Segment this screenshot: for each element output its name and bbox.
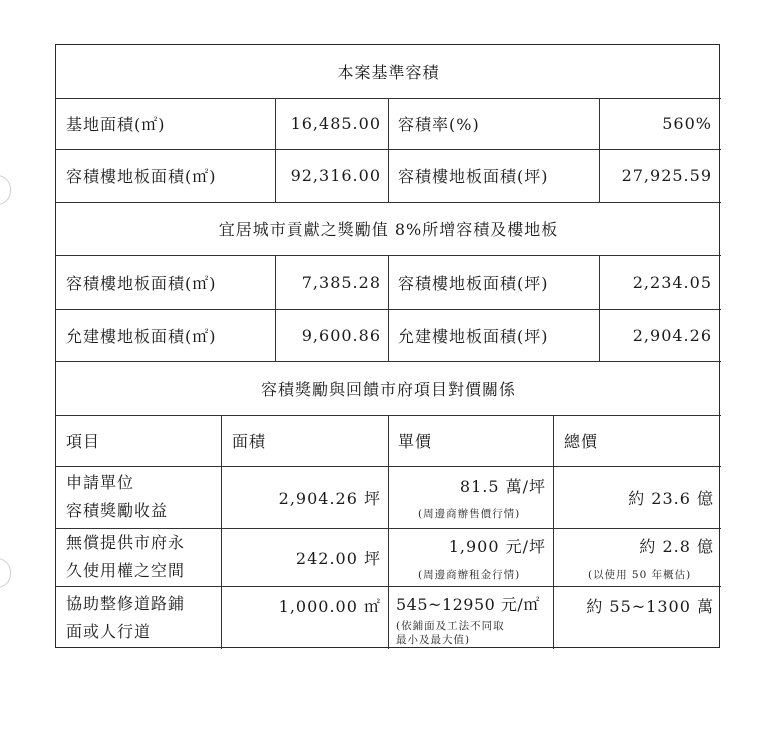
document-table	[55, 44, 720, 648]
item-name-line: 容積獎勵收益	[66, 501, 169, 520]
section-title-consideration: 容積獎勵與回饋市府項目對價關係	[260, 379, 516, 399]
allowed-floor-area-sqm-value: 9,600.86	[301, 325, 381, 345]
item-name-line: 協助整修道路鋪	[66, 593, 186, 613]
item-unit-price-note: (依鋪面及工法不同取	[396, 620, 505, 632]
item-unit-price: 81.5 萬/坪	[459, 476, 546, 496]
far-label: 容積率(%)	[398, 115, 480, 134]
binding-hole-mark	[0, 558, 11, 588]
col-header-item: 項目	[66, 432, 101, 451]
item-name-line: 面或人行道	[66, 621, 152, 641]
item-name	[66, 586, 216, 649]
bonus-floor-area-ping-value: 2,234.05	[632, 272, 712, 292]
item-area: 2,904.26 坪	[278, 488, 381, 508]
floor-area-sqm-value: 92,316.00	[290, 166, 381, 185]
item-name-line: 申請單位	[66, 473, 135, 492]
item-unit-price-note: (周邊商辦售價行情)	[418, 508, 521, 520]
col-header-unit-price: 單價	[398, 432, 433, 451]
item-total: 約 2.8 億	[639, 536, 714, 556]
far-value: 560%	[662, 114, 712, 133]
item-total-note: (以使用 50 年概估)	[588, 569, 692, 581]
item-unit-price-note: (周邊商辦租金行情)	[418, 569, 521, 581]
allowed-floor-area-sqm-label: 允建樓地板面積(㎡)	[66, 326, 217, 346]
item-total: 約 23.6 億	[628, 488, 714, 508]
allowed-floor-area-ping-value: 2,904.26	[632, 325, 712, 345]
section-title-base-volume: 本案基準容積	[337, 63, 440, 82]
bonus-floor-area-sqm-value: 7,385.28	[301, 272, 381, 292]
col-header-area: 面積	[232, 432, 267, 451]
item-total: 約 55~1300 萬	[586, 596, 714, 616]
site-area-label: 基地面積(㎡)	[66, 115, 166, 134]
section-title-bonus: 宜居城市貢獻之獎勵值 8%所增容積及樓地板	[218, 220, 559, 239]
col-divider	[388, 255, 389, 361]
binding-hole-mark	[0, 175, 11, 205]
item-unit-price: 545~12950 元/㎡	[396, 594, 540, 614]
col-header-total: 總價	[564, 432, 599, 451]
bonus-floor-area-ping-label: 容積樓地板面積(坪)	[398, 273, 549, 293]
item-name-line: 無償提供市府永	[66, 533, 186, 552]
item-unit-price: 1,900 元/坪	[448, 536, 546, 556]
floor-area-sqm-label: 容積樓地板面積(㎡)	[66, 167, 217, 186]
item-area: 1,000.00 ㎡	[278, 596, 381, 616]
allowed-floor-area-ping-label: 允建樓地板面積(坪)	[398, 326, 549, 346]
bonus-floor-area-sqm-label: 容積樓地板面積(㎡)	[66, 273, 217, 293]
item-unit-price-note: 最小及最大值)	[396, 634, 471, 646]
item-name	[66, 466, 216, 528]
floor-area-ping-label: 容積樓地板面積(坪)	[398, 167, 549, 186]
site-area-value: 16,485.00	[290, 114, 381, 133]
item-area: 242.00 坪	[295, 548, 381, 568]
item-name	[66, 528, 216, 586]
floor-area-ping-value: 27,925.59	[621, 166, 712, 185]
col-divider	[388, 98, 389, 202]
item-name-line: 久使用權之空間	[66, 561, 186, 580]
